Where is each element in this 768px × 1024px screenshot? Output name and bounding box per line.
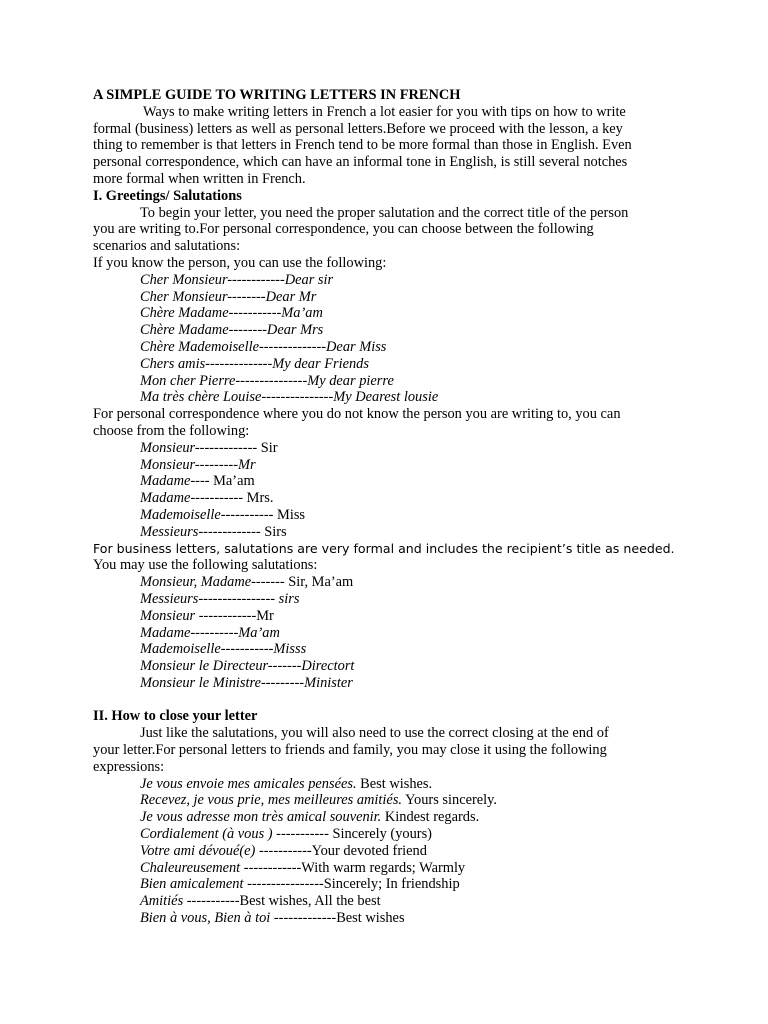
closing-french: Chaleureusement [140,859,241,876]
salutation-english: Miss [273,506,306,523]
intro-line: thing to remember is that letters in French tend to be more formal than those in English. Even [93,137,632,154]
section-heading-closing: II. How to close your letter [93,708,258,725]
section-spacer [93,692,683,709]
intro-line: more formal when written in French. [93,170,306,187]
closing-french: Je vous adresse mon très amical souvenir. [140,809,382,826]
salutation-french: Madame----------- [140,490,244,507]
greetings-paragraph-line: To begin your letter, you need the proper salutation and the correct title of the person [140,204,629,221]
unknown-salutation [93,440,683,457]
closing-expression [93,860,683,877]
known-salutation: Chers amis--------------My dear Friends [140,355,369,372]
closing-english: -------------Best wishes [270,910,405,927]
closing-french: Bien amicalement [140,876,244,893]
closing-expression [93,792,683,809]
business-salutation: Messieurs---------------- sirs [140,590,300,607]
closing-french: Recevez, je vous prie, mes meilleures amitiés. [140,792,403,809]
salutation-french: Monsieur---------Mr [140,456,256,473]
page-title: A SIMPLE GUIDE TO WRITING LETTERS IN FRENCH [93,87,461,103]
known-salutation: Mon cher Pierre---------------My dear pierre [140,372,394,389]
salutation-english: Sir, Ma’am [284,574,354,591]
unknown-person-intro: For personal correspondence where you do not know the person you are writing to, you can [93,406,621,423]
salutation-english: Mr [256,607,274,624]
business-salutation: Madame----------Ma’am [140,624,280,641]
closing-english: Kindest regards. [381,809,480,826]
closing-english: Yours sincerely. [402,792,498,809]
closing-french: Cordialement (à vous ) [140,826,273,843]
business-salutation: Monsieur le Ministre---------Minister [140,674,353,691]
greetings-paragraph-line: you are writing to.For personal correspondence, you can choose between the following [93,221,594,238]
salutation-french: Monsieur ------------ [140,607,257,624]
intro-line: Ways to make writing letters in French a lot easier for you with tips on how to write [143,103,626,120]
salutation-english: Sir [257,439,278,456]
salutation-french: Messieurs------------- [140,523,261,540]
closing-english: ------------With warm regards; Warmly [240,859,466,876]
unknown-salutation [93,457,683,474]
unknown-person-intro: choose from the following: [93,422,250,439]
salutation-french: Mademoiselle----------- [140,506,274,523]
known-salutation: Cher Monsieur------------Dear sir [140,271,334,288]
intro-line: personal correspondence, which can have an informal tone in English, is still several notches [93,154,628,171]
salutation-english: Mrs. [243,490,274,507]
intro-line: formal (business) letters as well as personal letters.Before we proceed with the lesson, a key [93,120,623,137]
salutation-french: Madame---- [140,473,210,490]
closing-expression [93,843,683,860]
closing-expression [93,809,683,826]
salutation-french: Monsieur, Madame------- [140,574,285,591]
business-salutation: Mademoiselle-----------Misss [140,641,307,658]
closing-english: ----------------Sincerely; In friendship [243,876,460,893]
business-intro: You may use the following salutations: [93,557,318,574]
closing-english: ----------- Sincerely (yours) [272,826,432,843]
closing-expression [93,776,683,793]
known-salutation: Ma très chère Louise---------------My Dearest lousie [140,389,439,406]
closing-paragraph-line: Just like the salutations, you will also need to use the correct closing at the end of [140,725,609,742]
closing-paragraph-line: expressions: [93,758,165,775]
salutation-english: Ma’am [209,473,255,490]
unknown-salutation [93,490,683,507]
business-salutation [93,574,683,591]
known-person-intro: If you know the person, you can use the following: [93,254,387,271]
closing-french: Amitiés [140,893,184,910]
closing-paragraph-line: your letter.For personal letters to friends and family, you may close it using the following [93,742,607,759]
salutation-english: Sirs [260,523,287,540]
business-salutation: Monsieur le Directeur-------Directort [140,658,355,675]
known-salutation: Cher Monsieur--------Dear Mr [140,288,317,305]
business-intro: For business letters, salutations are very formal and includes the recipient’s title as needed. [93,540,675,556]
closing-french: Votre ami dévoué(e) [140,842,256,859]
unknown-salutation [93,524,683,541]
closing-english: -----------Best wishes, All the best [183,893,381,910]
known-salutation: Chère Madame--------Dear Mrs [140,322,324,339]
closing-expression [93,893,683,910]
salutation-french: Monsieur------------- [140,439,258,456]
closing-english: -----------Your devoted friend [255,842,427,859]
unknown-salutation [93,507,683,524]
unknown-salutation [93,473,683,490]
closing-expression [93,910,683,927]
section-heading-greetings: I. Greetings/ Salutations [93,187,242,204]
known-salutation: Chère Madame-----------Ma’am [140,305,323,322]
closing-french: Bien à vous, Bien à toi [140,910,271,927]
closing-expression [93,826,683,843]
business-salutation [93,608,683,625]
document-body [93,87,683,927]
closing-french: Je vous envoie mes amicales pensées. [140,775,357,792]
closing-expression [93,876,683,893]
greetings-paragraph-line: scenarios and salutations: [93,238,241,255]
closing-english: Best wishes. [356,775,433,792]
known-salutation: Chère Mademoiselle--------------Dear Miss [140,338,387,355]
